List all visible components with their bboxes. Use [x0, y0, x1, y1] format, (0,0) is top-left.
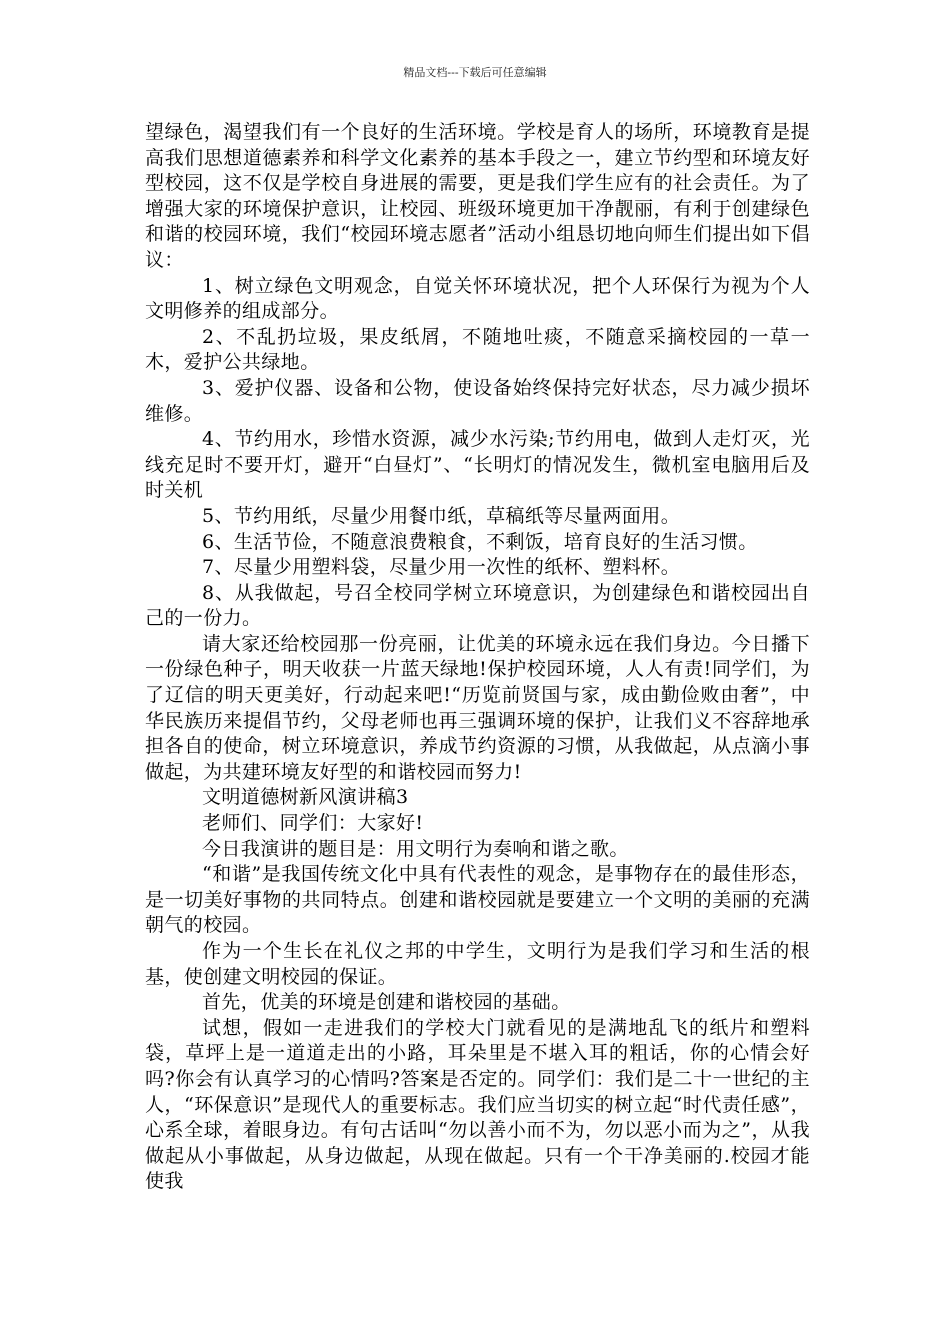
proposal-item-5: 5、节约用纸，尽量少用餐巾纸，草稿纸等尽量两面用。	[202, 504, 681, 527]
paragraph-first: 首先，优美的环境是创建和谐校园的基础。	[202, 991, 571, 1014]
proposal-item-3: 3、爱护仪器、设备和公物，使设备始终保持完好状态，尽力减少损坏维修。	[145, 376, 810, 425]
paragraph-intro: 望绿色，渴望我们有一个良好的生活环境。学校是育人的场所，环境教育是提高我们思想道德素养和科学文化素养的基本手段之一，建立节约型和环境友好型校园，这不仅是学校自身进展的需要，更是我们学生应有的社会责任。为了增强大家的环境保护意识，让校园、班级环境更加干净靓丽，有利于创建绿色和谐的校园环境，我们“校园环境志愿者”活动小组恳切地向师生们提出如下倡议：	[145, 121, 810, 271]
proposal-item-4: 4、节约用水，珍惜水资源，减少水污染;节约用电，做到人走灯灭，光线充足时不要开灯，避开“白昼灯”、“长明灯的情况发生，微机室电脑用后及时关机	[145, 428, 810, 502]
proposal-item-1: 1、树立绿色文明观念，自觉关怀环境状况，把个人环保行为视为个人文明修养的组成部分。	[145, 274, 810, 323]
proposal-item-7: 7、尽量少用塑料袋，尽量少用一次性的纸杯、塑料杯。	[202, 556, 681, 579]
paragraph-student: 作为一个生长在礼仪之邦的中学生，文明行为是我们学习和生活的根基，使创建文明校园的保证。	[145, 940, 810, 988]
document-body	[145, 120, 810, 1195]
proposal-item-6: 6、生活节俭，不随意浪费粮食，不剩饭，培育良好的生活习惯。	[202, 530, 758, 553]
proposal-item-2: 2、不乱扔垃圾，果皮纸屑，不随地吐痰，不随意采摘校园的一草一木，爱护公共绿地。	[145, 325, 810, 374]
paragraph-appeal: 请大家还给校园那一份亮丽，让优美的环境永远在我们身边。今日播下一份绿色种子，明天收获一片蓝天绿地!保护校园环境，人人有责!同学们，为了辽信的明天更美好，行动起来吧!“历览前贤国与家，成由勤俭败由奢”，中华民族历来提倡节约，父母老师也再三强调环境的保护，让我们义不容辞地承担各自的使命，树立环境意识，养成节约资源的习惯，从我做起，从点滴小事做起，为共建环境友好型的和谐校园而努力!	[145, 632, 810, 783]
speech-title: 文明道德树新风演讲稿3	[202, 786, 409, 809]
speech-topic: 今日我演讲的题目是：用文明行为奏响和谐之歌。	[202, 837, 629, 860]
proposal-item-8: 8、从我做起，号召全校同学树立环境意识，为创建绿色和谐校园出自己的一份力。	[145, 581, 810, 630]
speech-greeting: 老师们、同学们：大家好!	[202, 812, 424, 835]
page-header: 精品文档---下载后可任意编辑	[403, 66, 547, 79]
paragraph-harmony: “和谐”是我国传统文化中具有代表性的观念，是事物存在的最佳形态，是一切美好事物的共同特点。创建和谐校园就是要建立一个文明的美丽的充满朝气的校园。	[145, 863, 810, 937]
paragraph-imagine: 试想，假如一走进我们的学校大门就看见的是满地乱飞的纸片和塑料袋，草坪上是一道道走出的小路，耳朵里是不堪入耳的粗话，你的心情会好吗?你会有认真学习的心情吗?答案是否定的。同学们：我们是二十一世纪的主人，“环保意识”是现代人的重要标志。我们应当切实的树立起“时代责任感”，心系全球，着眼身边。有句古话叫“勿以善小而不为，勿以恶小而为之”，从我做起从小事做起，从身边做起，从现在做起。只有一个干净美丽的.校园才能使我	[145, 1016, 810, 1193]
